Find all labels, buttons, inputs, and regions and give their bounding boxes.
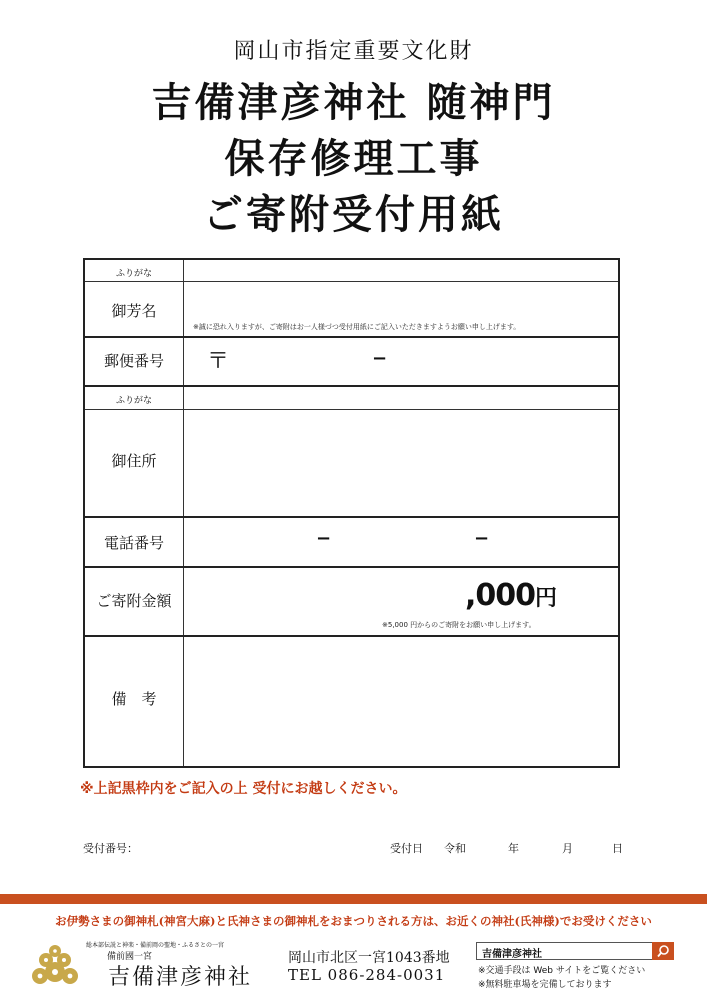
donation-label: ご寄附金額 [96, 592, 172, 610]
reception-month: 月 [562, 842, 573, 855]
row-divider [85, 635, 618, 637]
shrine-address: 岡山市北区一宮1043番地 [288, 950, 450, 966]
furigana-label: ふりがな [115, 269, 152, 279]
postal-field[interactable] [235, 340, 615, 382]
parking-info: ※無料駐車場を完備しております [478, 980, 612, 990]
transport-info: ※交通手段は Web サイトをご覧ください [478, 966, 646, 976]
phone-label: 電話番号 [103, 534, 164, 552]
title-line-1: 吉備津彦神社 随神門 [151, 79, 556, 126]
footer-message: お伊勢さまの御神札(神宮大麻)と氏神さまの御神札をおまつりされる方は、お近くの神社(氏神様)でお受けください [55, 914, 652, 928]
shrine-name: 吉備津彦神社 [108, 965, 253, 990]
row-divider [85, 566, 618, 568]
address-field[interactable] [185, 411, 618, 515]
remarks-field[interactable] [185, 638, 618, 766]
postal-dash: − [372, 348, 388, 369]
phone-field[interactable] [185, 519, 618, 565]
furigana-2-field[interactable] [185, 387, 618, 408]
row-divider [85, 516, 618, 518]
remarks-label: 備 考 [111, 690, 157, 708]
title-line-3: ご寄附受付用紙 [203, 191, 504, 238]
name-note: ※誠に恐れ入りますが、ご寄附はお一人様づつ受付用紙にご記入いただきますようお願い申し上げます。 [193, 323, 521, 331]
subtitle: 岡山市指定重要文化財 [233, 39, 474, 64]
furigana-2-label: ふりがな [115, 396, 152, 406]
postal-mark: 〒 [207, 349, 230, 374]
reception-date-label: 受付日 [390, 842, 423, 855]
phone-dash-1: − [316, 528, 332, 549]
address-label: 御住所 [111, 452, 157, 470]
reception-year: 年 [508, 842, 519, 855]
row-divider [85, 409, 618, 410]
shrine-tagline: 総本部伝説と神楽・備前岡の聖地・ふるさとの一宮 [86, 942, 225, 949]
furigana-field[interactable] [185, 260, 618, 280]
search-icon [652, 942, 674, 960]
donation-field[interactable] [185, 569, 455, 633]
row-divider [85, 336, 618, 338]
search-box[interactable] [476, 942, 674, 960]
name-label: 御芳名 [111, 302, 157, 320]
warning-text: ※上記黒枠内をご記入の上 受付にお越しください。 [80, 781, 407, 797]
donation-form [83, 258, 620, 768]
shrine-tel: TEL 086-284-0031 [288, 966, 446, 984]
donation-unit: 円 [535, 586, 557, 611]
chrysanthemum-crest-icon [28, 942, 82, 988]
reception-day: 日 [612, 842, 623, 855]
donation-amount-value: ,000 [465, 578, 536, 613]
footer-band [0, 894, 707, 904]
donation-note: ※5,000 円からのご寄附をお願い申し上げます。 [382, 621, 536, 629]
title-line-2: 保存修理工事 [224, 135, 483, 182]
postal-label: 郵便番号 [103, 352, 164, 370]
donation-amount [465, 578, 556, 613]
phone-dash-2: − [474, 528, 490, 549]
reception-era: 令和 [444, 842, 466, 855]
shrine-caption: 備前國一宮 [107, 952, 153, 962]
search-button[interactable] [652, 942, 674, 960]
search-text: 吉備津彦神社 [482, 949, 542, 960]
reception-number-label: 受付番号： [83, 842, 138, 855]
